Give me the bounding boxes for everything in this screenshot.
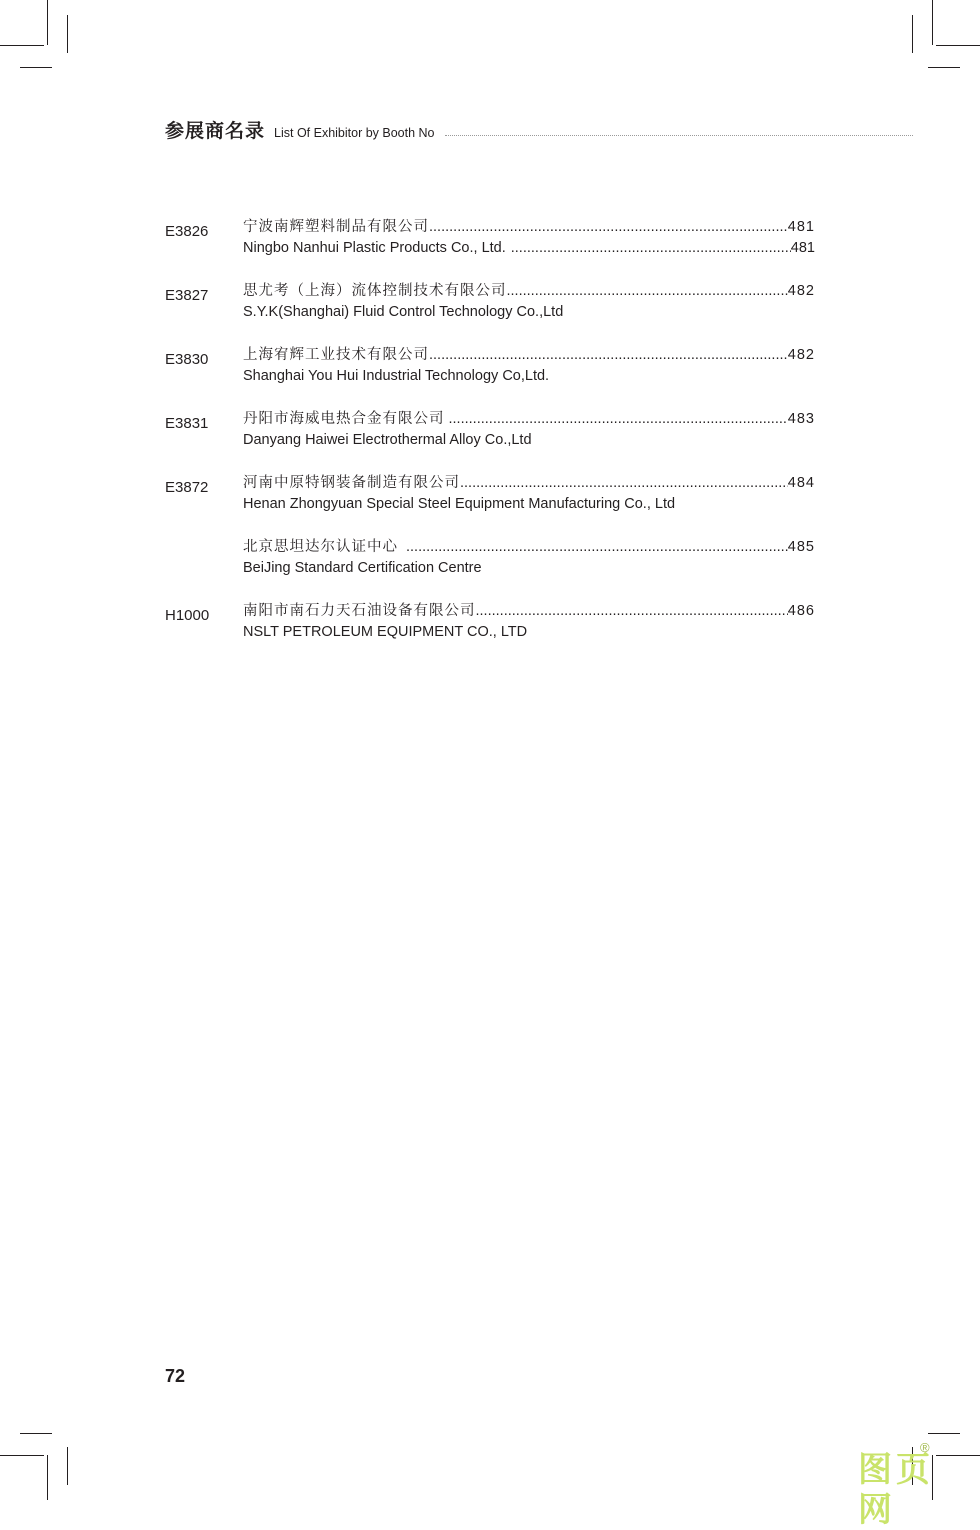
exhibitor-name-zh-line: [243, 473, 815, 494]
exhibitor-entry: [165, 409, 815, 473]
header-title-zh: 参展商名录: [165, 121, 266, 142]
leader-dots: [511, 238, 791, 259]
exhibitor-name-en: Danyang Haiwei Electrothermal Alloy Co.,Ltd: [243, 432, 532, 448]
exhibitor-names: [243, 217, 815, 259]
exhibitor-name-en-line: [243, 494, 815, 515]
header-title-en: List Of Exhibitor by Booth No: [274, 126, 435, 140]
exhibitor-name-zh-line: [243, 537, 815, 558]
exhibitor-list: [165, 217, 815, 665]
leader-dots: [507, 281, 788, 302]
exhibitor-names: [243, 345, 815, 387]
exhibitor-entry: [165, 473, 815, 537]
crop-mark: [0, 45, 44, 46]
exhibitor-name-en-line: [243, 302, 815, 323]
exhibitor-name-zh-line: [243, 345, 815, 366]
page-ref: 482: [787, 283, 815, 299]
exhibitor-names: [243, 537, 815, 579]
exhibitor-name-en: Shanghai You Hui Industrial Technology Co,Ltd.: [243, 368, 550, 384]
exhibitor-name-en-line: [243, 238, 815, 259]
exhibitor-name-zh-line: [243, 281, 815, 302]
leader-dots: [429, 217, 788, 238]
page-ref: 481: [787, 219, 815, 235]
exhibitor-name-zh-line: [243, 217, 815, 238]
crop-mark: [0, 1455, 44, 1456]
page-ref: 486: [787, 603, 815, 619]
page-ref: 485: [787, 539, 815, 555]
booth-number: E3830: [165, 351, 209, 368]
leader-dots: [406, 537, 788, 558]
booth-number: E3872: [165, 479, 209, 496]
booth-number: H1000: [165, 607, 210, 624]
exhibitor-entry: [165, 281, 815, 345]
crop-mark: [67, 15, 68, 53]
exhibitor-name-en-line: [243, 558, 815, 579]
exhibitor-entry: [165, 345, 815, 409]
exhibitor-entry: [165, 537, 815, 601]
booth-number: E3831: [165, 415, 209, 432]
exhibitor-entry: [165, 601, 815, 665]
exhibitor-name-zh-line: [243, 601, 815, 622]
crop-mark: [67, 1447, 68, 1485]
exhibitor-name-en: S.Y.K(Shanghai) Fluid Control Technology Co.,Ltd: [243, 304, 564, 320]
booth-number: E3826: [165, 223, 209, 240]
watermark-text: 图页网: [858, 1451, 934, 1529]
exhibitor-name-zh: 思尤考（上海）流体控制技术有限公司: [243, 283, 507, 299]
crop-mark: [912, 15, 913, 53]
leader-dots: [460, 473, 788, 494]
crop-mark: [928, 67, 960, 68]
exhibitor-name-zh-line: [243, 409, 815, 430]
exhibitor-names: [243, 601, 815, 643]
exhibitor-name-en: BeiJing Standard Certification Centre: [243, 560, 482, 576]
exhibitor-name-zh: 上海宥辉工业技术有限公司: [243, 347, 429, 363]
exhibitor-name-zh: 宁波南辉塑料制品有限公司: [243, 219, 429, 235]
crop-mark: [20, 1433, 52, 1434]
crop-mark: [932, 0, 933, 45]
page-number: 72: [165, 1366, 186, 1386]
leader-dots: [429, 345, 788, 366]
crop-mark: [47, 0, 48, 45]
exhibitor-name-en: Henan Zhongyuan Special Steel Equipment Manufacturing Co., Ltd: [243, 496, 676, 512]
page-header: [165, 116, 913, 144]
booth-number: E3827: [165, 287, 209, 304]
exhibitor-name-zh: 河南中原特钢装备制造有限公司: [243, 475, 460, 491]
exhibitor-name-en-line: [243, 366, 815, 387]
header-dotted-rule: [445, 135, 913, 136]
watermark-logo: [858, 1440, 968, 1529]
page-ref: 483: [787, 411, 815, 427]
exhibitor-name-en: NSLT PETROLEUM EQUIPMENT CO., LTD: [243, 624, 528, 640]
exhibitor-name-en: Ningbo Nanhui Plastic Products Co., Ltd.: [243, 240, 506, 256]
crop-mark: [936, 45, 980, 46]
page-ref: 484: [787, 475, 815, 491]
exhibitor-names: [243, 473, 815, 515]
page-ref: 482: [787, 347, 815, 363]
leader-dots: [476, 601, 788, 622]
crop-mark: [928, 1433, 960, 1434]
crop-mark: [20, 67, 52, 68]
exhibitor-entry: [165, 217, 815, 281]
exhibitor-names: [243, 409, 815, 451]
exhibitor-name-en-line: [243, 430, 815, 451]
exhibitor-name-en-line: [243, 622, 815, 643]
exhibitor-name-zh: 北京思坦达尔认证中心: [243, 539, 398, 555]
exhibitor-name-zh: 南阳市南石力天石油设备有限公司: [243, 603, 476, 619]
exhibitor-names: [243, 281, 815, 323]
exhibitor-name-zh: 丹阳市海威电热合金有限公司: [243, 411, 445, 427]
page-ref: 481: [790, 240, 815, 256]
registered-mark: ®: [920, 1440, 930, 1455]
leader-dots: [449, 409, 788, 430]
crop-mark: [47, 1455, 48, 1500]
